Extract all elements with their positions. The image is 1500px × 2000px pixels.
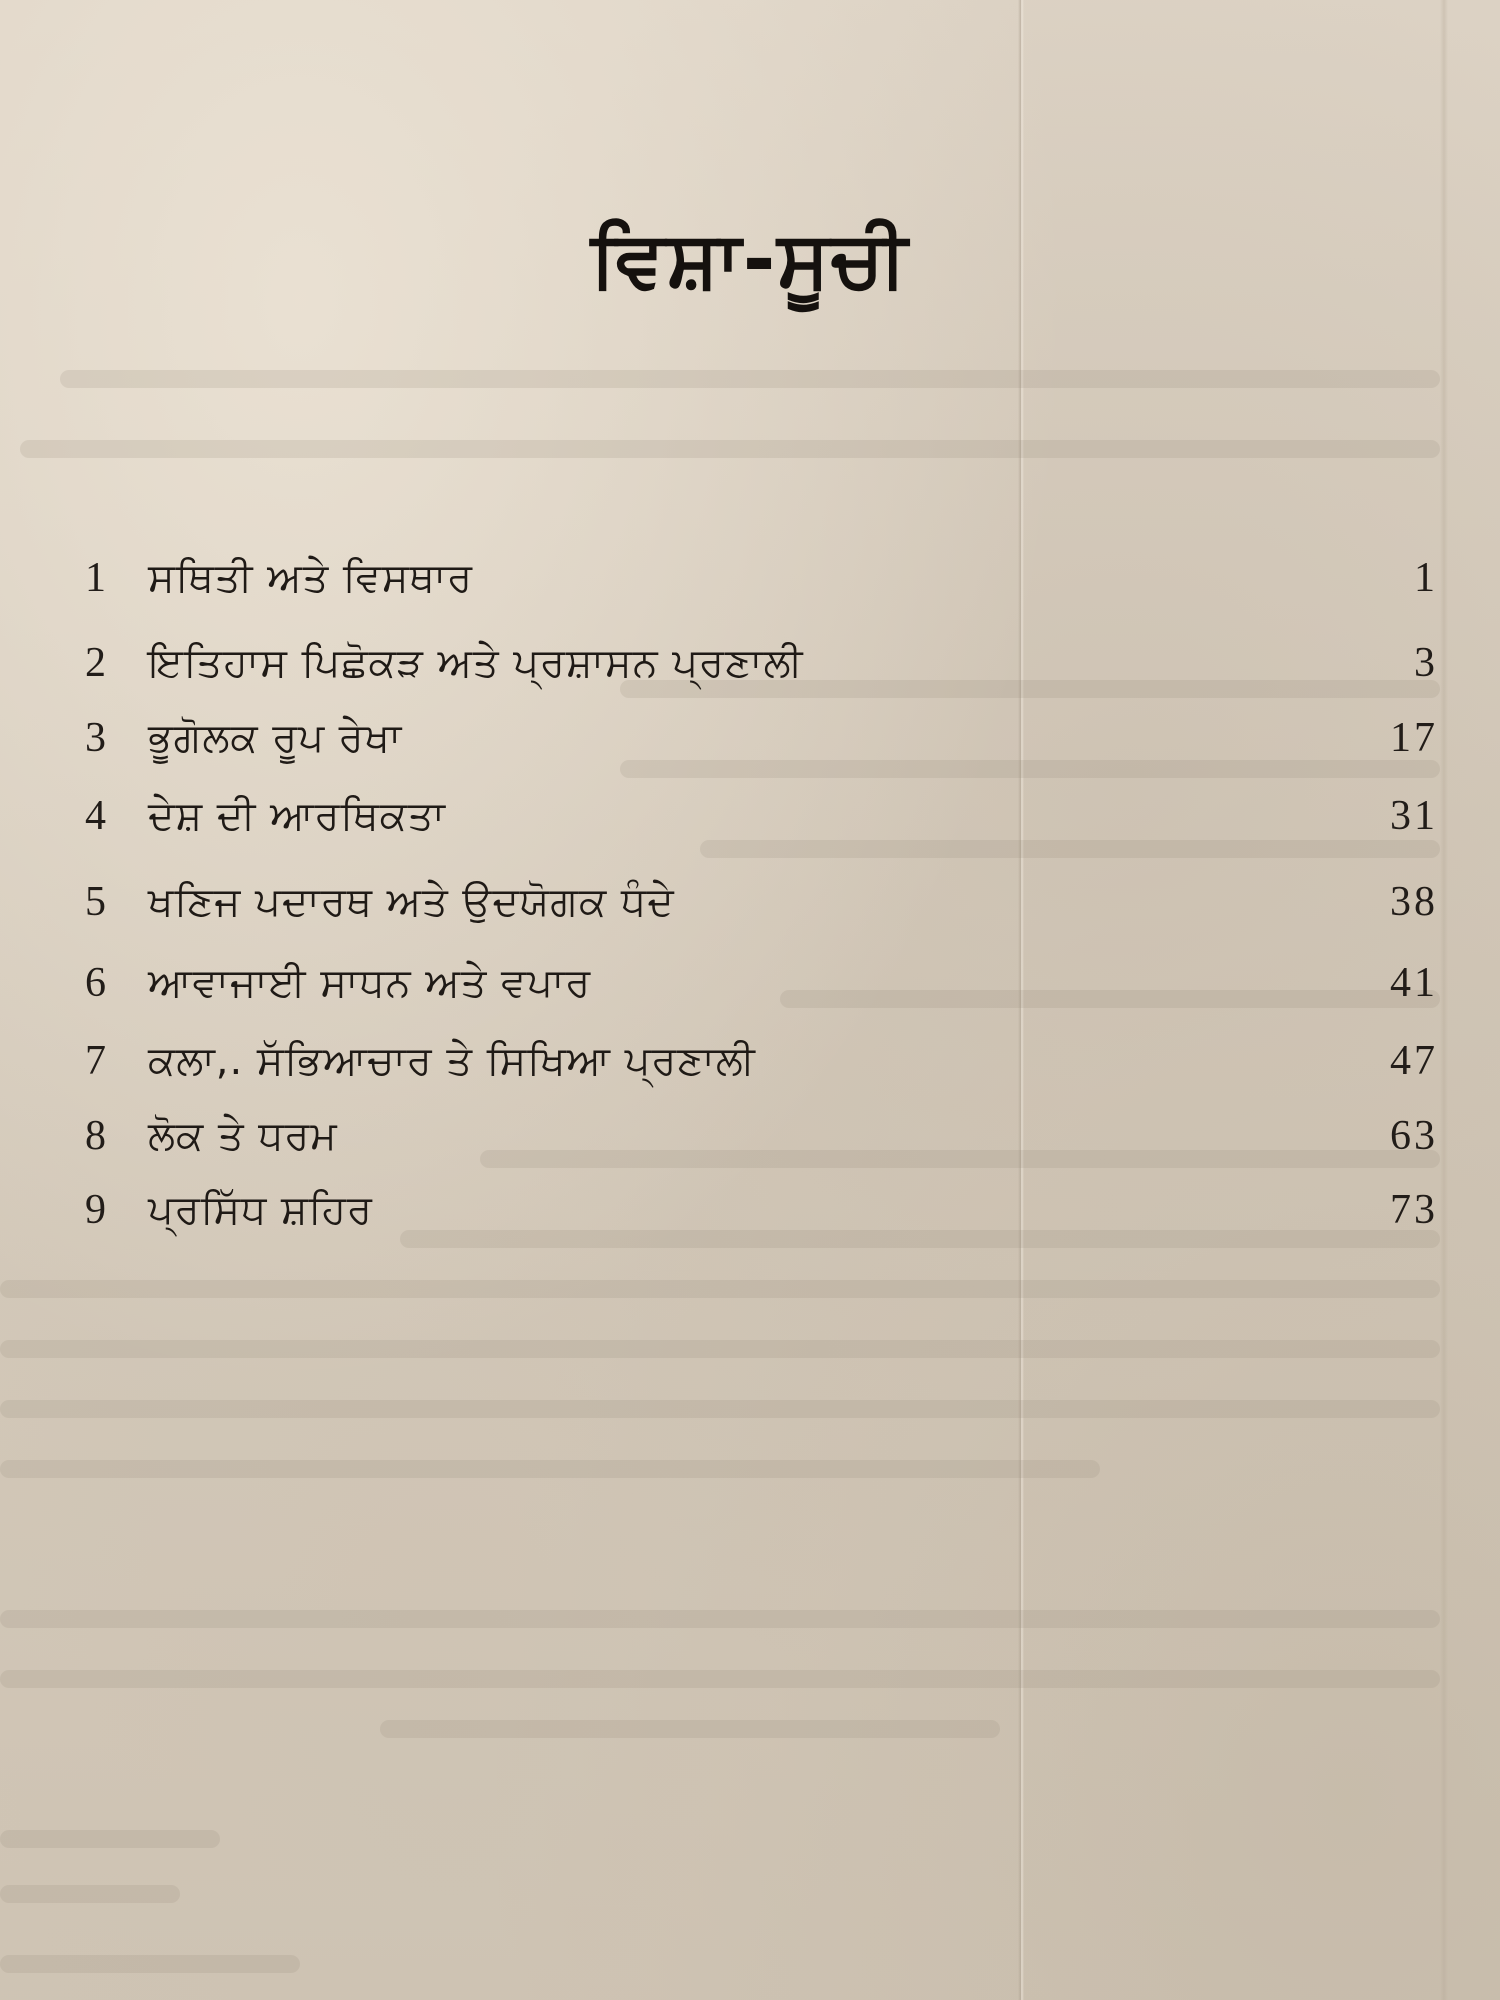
chapter-number: 1	[85, 555, 106, 601]
page-number: 73	[1390, 1187, 1438, 1233]
chapter-number: 9	[85, 1187, 106, 1233]
toc-entry-7	[0, 1031, 1500, 1091]
chapter-title: ਸਥਿਤੀ ਅਤੇ ਵਿਸਥਾਰ	[148, 555, 474, 601]
chapter-title: ਪ੍ਰਸਿੱਧ ਸ਼ਹਿਰ	[148, 1187, 373, 1233]
page-number: 38	[1390, 879, 1438, 925]
chapter-title: ਲੋਕ ਤੇ ਧਰਮ	[148, 1113, 338, 1159]
chapter-number: 2	[85, 640, 106, 686]
page-number: 41	[1390, 960, 1438, 1006]
chapter-title: ਇਤਿਹਾਸ ਪਿਛੋਕੜ ਅਤੇ ਪ੍ਰਸ਼ਾਸਨ ਪ੍ਰਣਾਲੀ	[148, 640, 804, 686]
toc-entry-4	[0, 786, 1500, 846]
page-number: 17	[1390, 715, 1438, 761]
chapter-number: 5	[85, 879, 106, 925]
chapter-number: 3	[85, 715, 106, 761]
toc-entry-6	[0, 953, 1500, 1013]
chapter-title: ਖਣਿਜ ਪਦਾਰਥ ਅਤੇ ਉਦਯੋਗਕ ਧੰਦੇ	[148, 879, 675, 925]
toc-entry-5	[0, 872, 1500, 932]
page-number: 31	[1390, 793, 1438, 839]
page-title: ਵਿਸ਼ਾ-ਸੂਚੀ	[590, 215, 910, 305]
chapter-number: 8	[85, 1113, 106, 1159]
chapter-title: ਦੇਸ਼ ਦੀ ਆਰਥਿਕਤਾ	[148, 793, 446, 839]
toc-entry-9	[0, 1180, 1500, 1240]
chapter-title: ਭੂਗੋਲਕ ਰੂਪ ਰੇਖਾ	[148, 715, 403, 761]
chapter-number: 7	[85, 1038, 106, 1084]
toc-entry-8	[0, 1106, 1500, 1166]
toc-entry-1	[0, 548, 1500, 608]
page-number: 63	[1390, 1113, 1438, 1159]
toc-entry-3	[0, 708, 1500, 768]
page-number: 47	[1390, 1038, 1438, 1084]
chapter-title: ਕਲਾ,. ਸੱਭਿਆਚਾਰ ਤੇ ਸਿਖਿਆ ਪ੍ਰਣਾਲੀ	[148, 1038, 756, 1084]
page-number: 1	[1414, 555, 1438, 601]
chapter-number: 4	[85, 793, 106, 839]
page-number: 3	[1414, 640, 1438, 686]
chapter-title: ਆਵਾਜਾਈ ਸਾਧਨ ਅਤੇ ਵਪਾਰ	[148, 960, 592, 1006]
toc-entry-2	[0, 633, 1500, 693]
chapter-number: 6	[85, 960, 106, 1006]
